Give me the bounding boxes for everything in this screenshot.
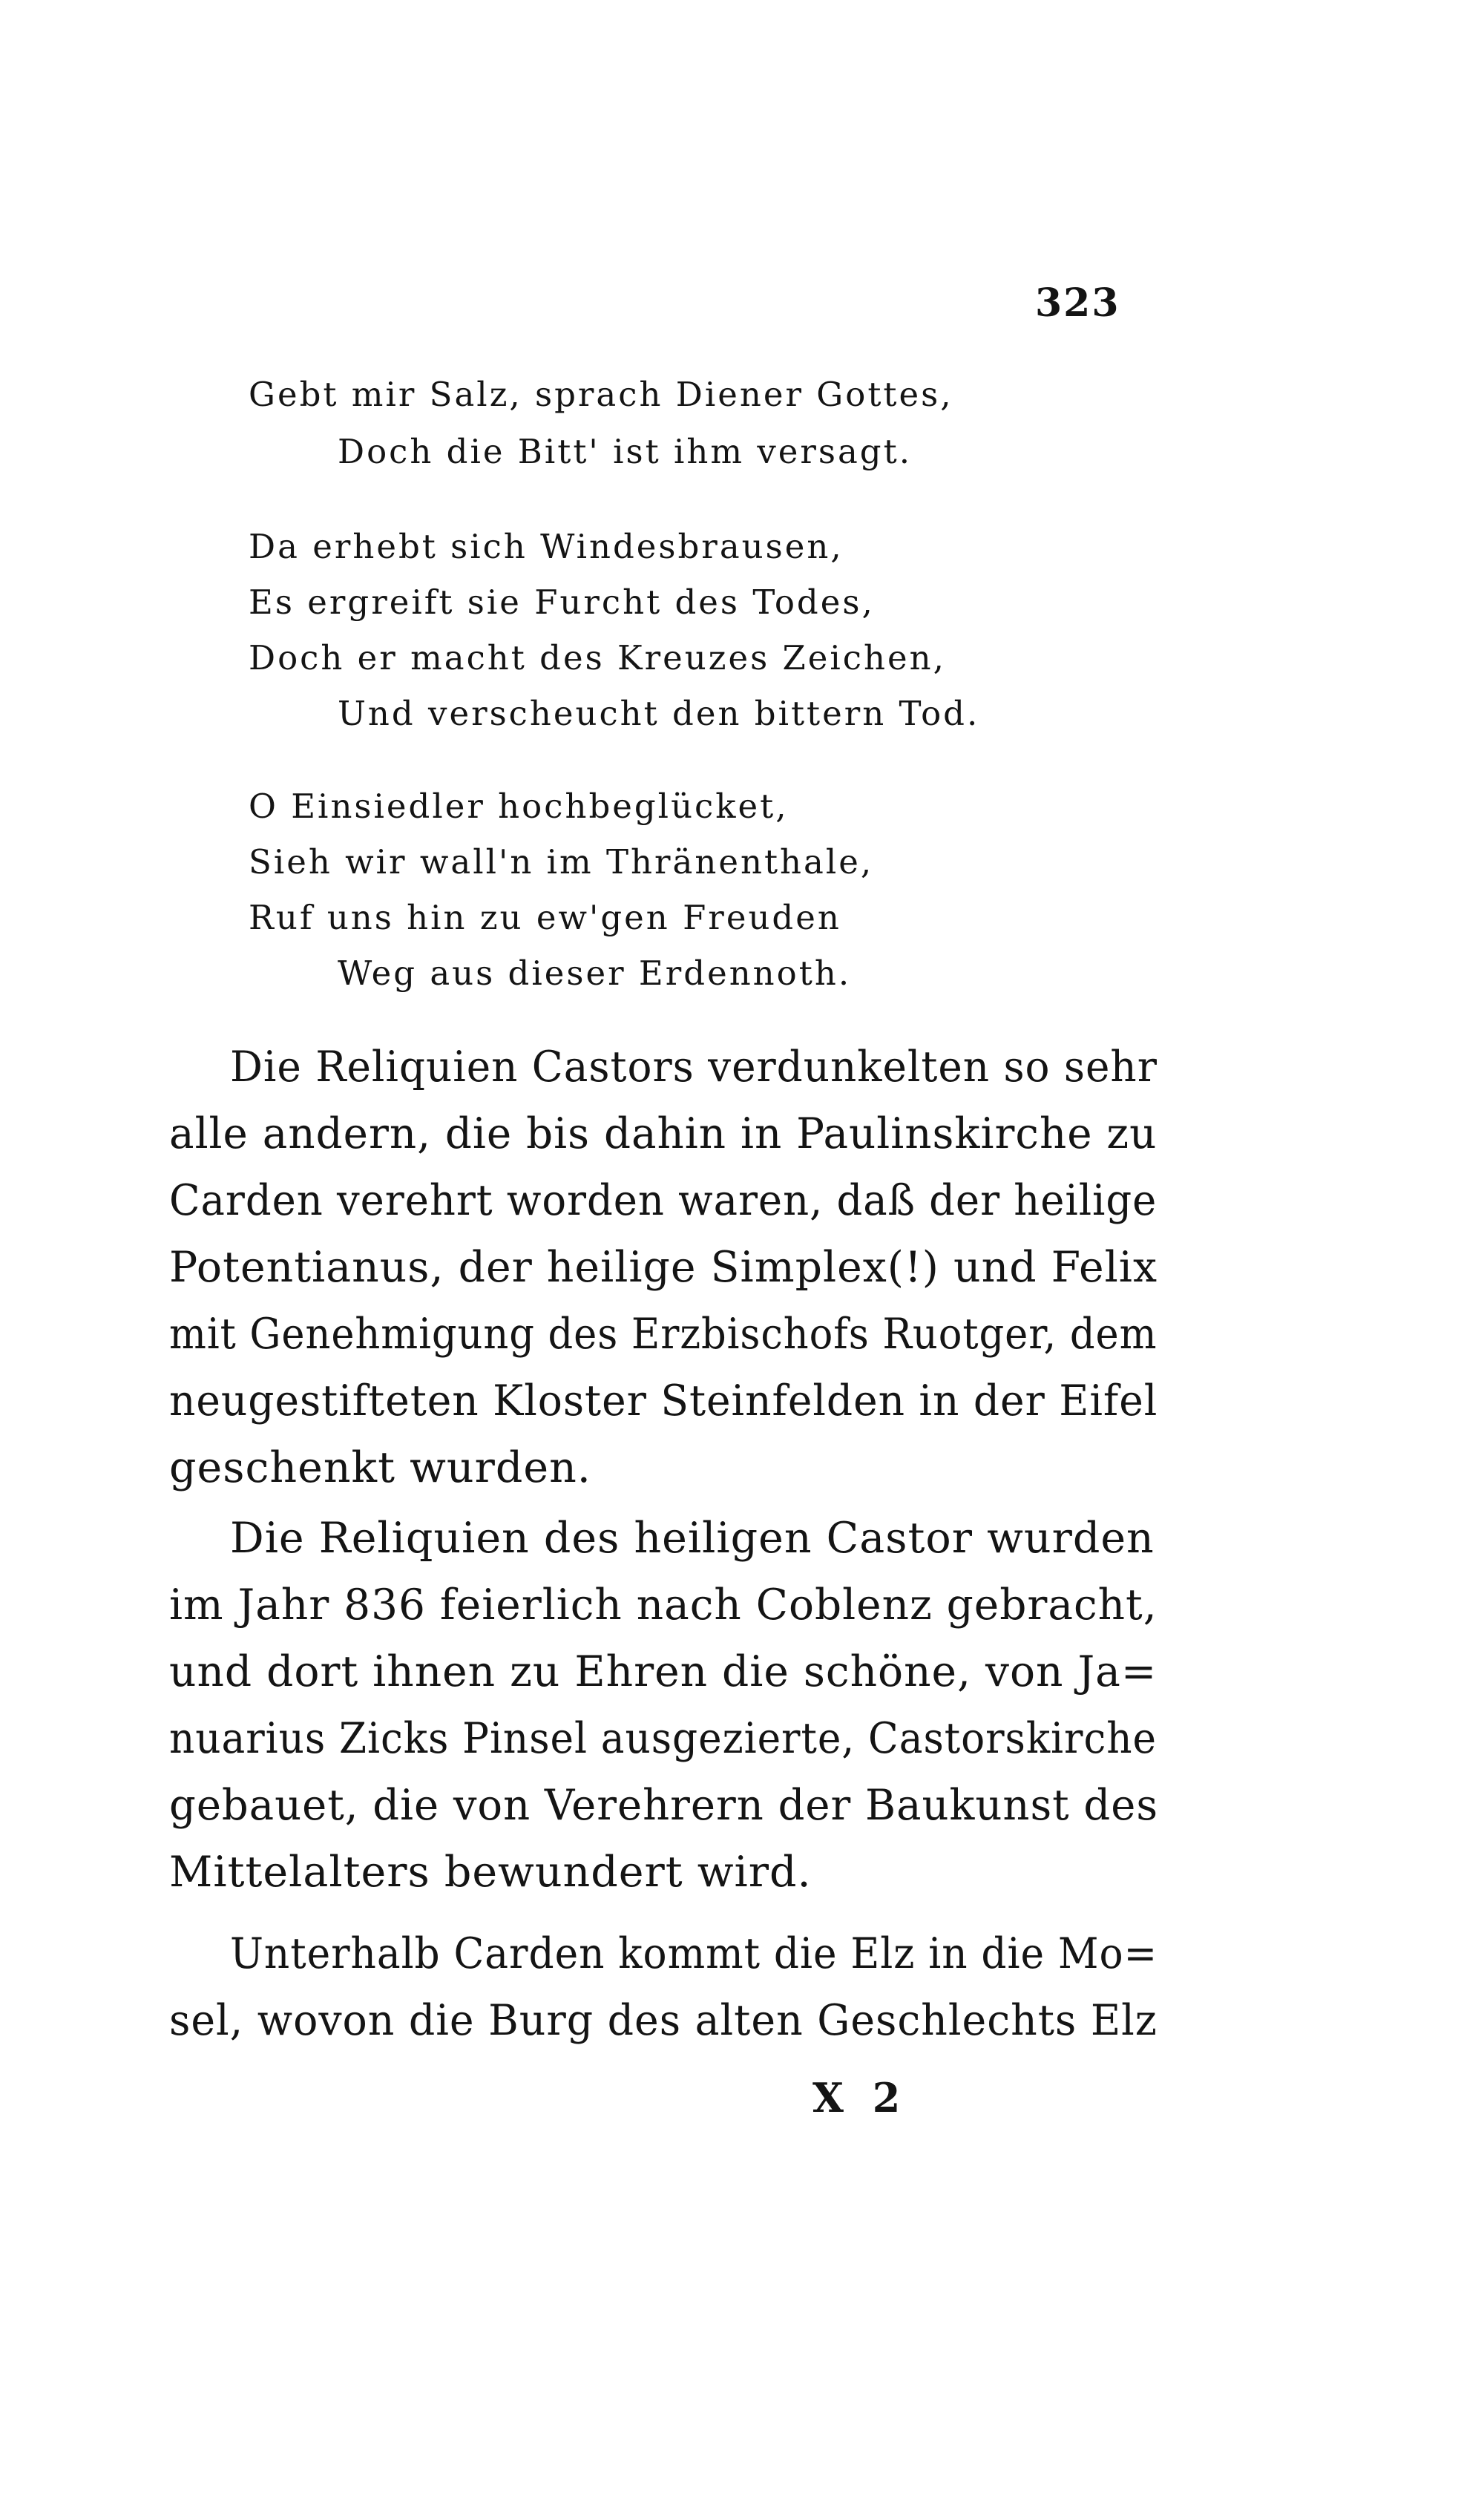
paragraph-line: Potentianus, der heilige Simplex(!) und Felix — [169, 1243, 1158, 1292]
paragraph-line: Mittelalters bewundert wird. — [169, 1848, 812, 1897]
verse-line: Gebt mir Salz, sprach Diener Gottes, — [249, 375, 953, 414]
paragraph-line: Carden verehrt worden waren, daß der heilige — [169, 1176, 1158, 1225]
verse-line: Da erhebt sich Windesbrausen, — [249, 527, 844, 566]
paragraph-line: geschenkt wurden. — [169, 1443, 591, 1492]
verse-line: Doch er macht des Kreuzes Zeichen, — [249, 638, 946, 677]
verse-line: Es ergreift sie Furcht des Todes, — [249, 583, 875, 622]
verse-line: Weg aus dieser Erdennoth. — [338, 954, 852, 993]
paragraph-line: neugestifteten Kloster Steinfelden in der Eifel — [169, 1376, 1158, 1425]
paragraph-line: mit Genehmigung des Erzbischofs Ruotger, dem — [169, 1310, 1158, 1359]
paragraph-line: im Jahr 836 feierlich nach Coblenz gebracht, — [169, 1581, 1158, 1630]
verse-line: Ruf uns hin zu ew'gen Freuden — [249, 898, 841, 937]
verse-line: O Einsiedler hochbeglücket, — [249, 787, 789, 826]
verse-line: Doch die Bitt' ist ihm versagt. — [338, 432, 912, 471]
paragraph-line: gebauet, die von Verehrern der Baukunst des — [169, 1781, 1159, 1830]
paragraph-line: und dort ihnen zu Ehren die schöne, von Ja= — [169, 1647, 1158, 1696]
page-number: 323 — [1035, 280, 1120, 326]
paragraph-line: Die Reliquien des heiligen Castor wurden — [230, 1514, 1155, 1563]
paragraph-line: Unterhalb Carden kommt die Elz in die Mo= — [230, 1929, 1158, 1978]
verse-line: Und verscheucht den bittern Tod. — [338, 694, 980, 733]
paragraph-line: nuarius Zicks Pinsel ausgezierte, Castorskirche — [169, 1714, 1157, 1763]
paragraph-line: alle andern, die bis dahin in Paulinskirche zu — [169, 1109, 1158, 1158]
verse-line: Sieh wir wall'n im Thränenthale, — [249, 842, 874, 882]
paragraph-line: Die Reliquien Castors verdunkelten so sehr — [230, 1043, 1158, 1092]
signature-mark: X 2 — [812, 2074, 908, 2121]
paragraph-line: sel, wovon die Burg des alten Geschlechts Elz — [169, 1996, 1158, 2045]
